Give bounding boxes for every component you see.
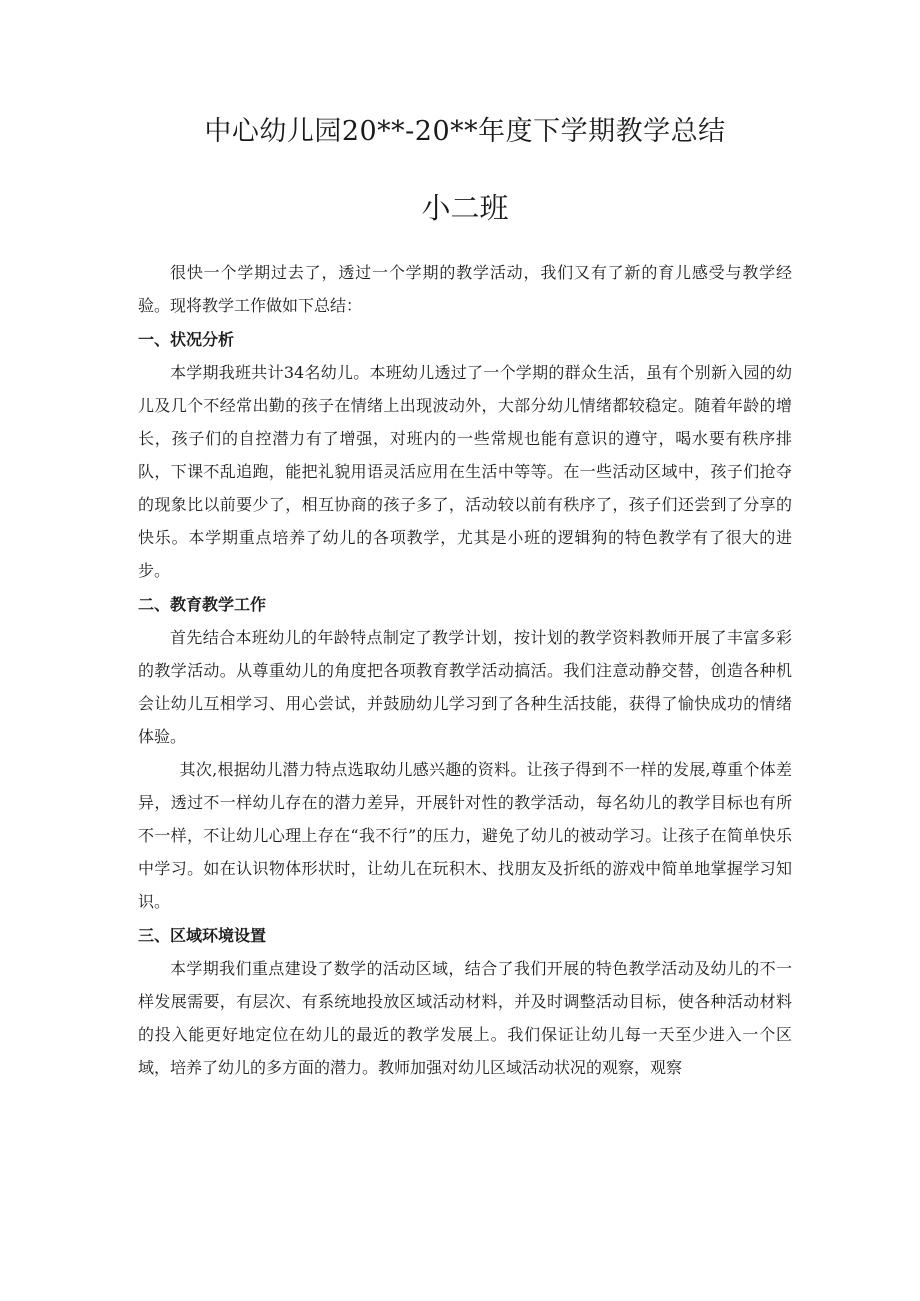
document-page — [138, 112, 792, 1084]
section-heading-situation: 一、状况分析 — [138, 330, 235, 349]
section-heading-environment: 三、区域环境设置 — [138, 926, 267, 945]
environment-paragraph: 本学期我们重点建设了数学的活动区域，结合了我们开展的特色教学活动及幼儿的不一样发展需要，有层次、有系统地投放区域活动材料，并及时调整活动目标，使各种活动材料的投入能更好地定位在幼儿的最近的教学发展上。我们保证让幼儿每一天至少进入一个区域，培养了幼儿的多方面的潜力。教师加强对幼儿区域活动状况的观察，观察 — [138, 959, 792, 1077]
document-title: 中心幼儿园20**-20**年度下学期教学总结 — [204, 116, 726, 147]
situation-paragraph: 本学期我班共计34名幼儿。本班幼儿透过了一个学期的群众生活，虽有个别新入园的幼儿及几个不经常出勤的孩子在情绪上出现波动外，大部分幼儿情绪都较稳定。随着年龄的增长，孩子们的自控潜力有了增强，对班内的一些常规也能有意识的遵守，喝水要有秩序排队，下课不乱追跑，能把礼貌用语灵活应用在生活中等等。在一些活动区域中，孩子们抢夺的现象比以前要少了，相互协商的孩子多了，活动较以前有秩序了，孩子们还尝到了分享的快乐。本学期重点培养了幼儿的各项教学，尤其是小班的逻辑狗的特色教学有了很大的进步。 — [138, 363, 792, 580]
intro-paragraph: 很快一个学期过去了，透过一个学期的教学活动，我们又有了新的育儿感受与教学经验。现将教学工作做如下总结： — [138, 263, 792, 315]
document-subtitle: 小二班 — [421, 191, 509, 225]
section-heading-teaching: 二、教育教学工作 — [138, 595, 267, 614]
teaching-paragraph-2: 其次,根据幼儿潜力特点选取幼儿感兴趣的资料。让孩子得到不一样的发展,尊重个体差异，透过不一样幼儿存在的潜力差异，开展针对性的教学活动，每名幼儿的教学目标也有所不一样，不让幼儿心理上存在“我不行”的压力，避免了幼儿的被动学习。让孩子在简单快乐中学习。如在认识物体形状时，让幼儿在玩积木、找朋友及折纸的游戏中简单地掌握学习知识。 — [138, 760, 792, 911]
teaching-paragraph-1: 首先结合本班幼儿的年龄特点制定了教学计划，按计划的教学资料教师开展了丰富多彩的教学活动。从尊重幼儿的角度把各项教育教学活动搞活。我们注意动静交替，创造各种机会让幼儿互相学习、用心尝试，并鼓励幼儿学习到了各种生活技能，获得了愉快成功的情绪体验。 — [138, 628, 792, 746]
